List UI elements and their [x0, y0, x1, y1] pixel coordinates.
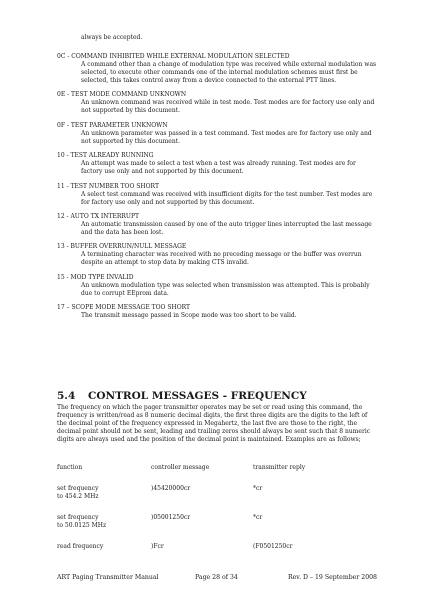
error-entry — [57, 91, 377, 115]
continuation-text: always be accepted. — [81, 34, 143, 41]
error-code: 15 - MOD TYPE INVALID — [57, 273, 134, 281]
error-code: 0E - TEST MODE COMMAND UNKNOWN — [57, 91, 187, 99]
table-cell-function — [57, 485, 137, 501]
error-entry — [57, 274, 377, 298]
error-description: The transmit message passed in Scope mode was too short to be valid. — [81, 312, 297, 320]
table-cell-message: )45420000cr — [151, 485, 191, 492]
section-paragraph: The frequency on which the pager transmitter operates may be set or read using this command, the frequency is written/read as 8 numeric decimal digits, the first three digits are the digits to the left of the decimal point of the frequency expressed in Megahertz, the last five are those to the right, the decimal point should not be sent, leading and trailing zeros should always be sent such that 8 numeric digits are always used and the position of the decimal point is maintained. Examples are as follows; — [57, 404, 371, 443]
error-description: A terminating character was received with no preceding message or the buffer was overrun despite an attempt to stop data by making CTS invalid. — [81, 251, 362, 267]
cell-line: to 50.0125 MHz — [57, 522, 107, 529]
section-number: 5.4 — [57, 390, 76, 402]
error-description: An unknown command was received while in test mode. Test modes are for factory use only and not supported by this document. — [81, 99, 375, 115]
cell-line: set frequency — [57, 485, 99, 492]
table-cell-function: read frequency — [57, 543, 104, 550]
cell-line: set frequency — [57, 514, 99, 521]
cell-line: to 454.2 MHz — [57, 493, 99, 500]
error-code: 10 - TEST ALREADY RUNNING — [57, 152, 154, 160]
error-code: 0C - COMMAND INHIBITED WHILE EXTERNAL MODULATION SELECTED — [57, 53, 290, 60]
footer-page-number: Page 28 of 34 — [195, 574, 238, 581]
section-heading — [57, 390, 307, 402]
footer-revision: Rev. D – 19 September 2008 — [287, 574, 377, 581]
table-cell-reply: *cr — [253, 514, 263, 521]
error-code: 13 - BUFFER OVERRUN/NULL MESSAGE — [57, 243, 187, 251]
table-cell-message: )Fcr — [151, 543, 164, 550]
error-entry — [57, 53, 377, 85]
page-footer — [57, 574, 377, 582]
examples-table — [57, 464, 377, 572]
error-description: An attempt was made to select a test when a test was already running. Test modes are for factory use only and not supported by this document. — [81, 160, 356, 176]
table-cell-reply: (F0501250cr — [253, 543, 293, 550]
error-code: 12 - AUTO TX INTERRUPT — [57, 212, 140, 220]
column-header: function — [57, 464, 83, 471]
error-description: An unknown parameter was passed in a test command. Test modes are for factory use only and not supported by this document. — [81, 129, 372, 145]
error-entry — [57, 183, 377, 207]
error-description: A command other than a change of modulation type was received while external modulation was selected, to execute other commands one of the internal modulation schemes must first be selected, this takes control away from a device connected to the external PTT lines. — [81, 61, 377, 84]
error-description: An unknown modulation type was selected when transmission was attempted. This is probably due to corrupt EEprom data. — [81, 281, 370, 297]
error-entry — [57, 243, 377, 267]
error-code: 11 - TEST NUMBER TOO SHORT — [57, 182, 159, 190]
error-code: 0F - TEST PARAMETER UNKNOWN — [57, 121, 168, 129]
table-row — [57, 543, 377, 559]
table-header-row — [57, 464, 377, 472]
table-row — [57, 514, 377, 530]
error-code: 17 – SCOPE MODE MESSAGE TOO SHORT — [57, 304, 191, 312]
table-cell-function — [57, 514, 137, 530]
error-code-list — [57, 53, 377, 327]
footer-title: ART Paging Transmitter Manual — [57, 574, 159, 581]
section-title: CONTROL MESSAGES - FREQUENCY — [88, 390, 307, 402]
error-entry — [57, 304, 377, 320]
column-header: transmitter reply — [253, 464, 306, 471]
error-description: An automatic transmission caused by one of the auto trigger lines interrupted the last message and the data has been lost. — [81, 220, 372, 236]
table-cell-message: )05001250cr — [151, 514, 191, 521]
error-entry — [57, 213, 377, 237]
error-entry — [57, 152, 377, 176]
table-row — [57, 485, 377, 501]
table-cell-reply: *cr — [253, 485, 263, 492]
error-entry — [57, 122, 377, 146]
column-header: controller message — [151, 464, 210, 471]
error-description: A select test command was received with insufficient digits for the test number. Test modes are for factory use only and not supported by this document. — [81, 190, 373, 206]
